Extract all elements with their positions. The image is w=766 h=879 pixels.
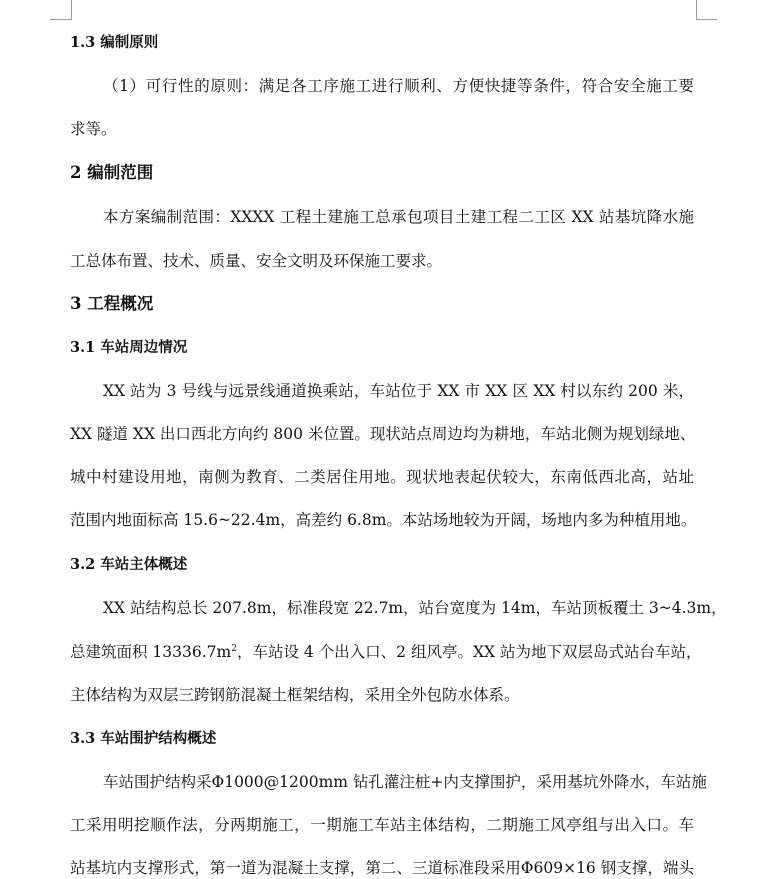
superscript: 2 [231, 643, 237, 654]
heading-3-1: 3.1 车站周边情况 [70, 339, 188, 356]
page-corner-mark-left [50, 0, 72, 20]
heading-3: 3 工程概况 [70, 294, 154, 313]
paragraph-line: 求等。 [70, 120, 117, 138]
paragraph-line: 车站围护结构采Φ1000@1200mm 钻孔灌注桩+内支撑围护，采用基坑外降水，车站施 [103, 773, 707, 791]
paragraph-line: 主体结构为双层三跨钢筋混凝土框架结构，采用全外包防水体系。 [70, 686, 520, 704]
paragraph-line: XX 隧道 XX 出口西北方向约 800 米位置。现状站点周边均为耕地，车站北侧为规划绿地、 [70, 425, 696, 443]
heading-1-3: 1.3 编制原则 [70, 34, 159, 51]
text-run: ，车站设 4 个出入口、2 组风亭。XX 站为地下双层岛式站台车站， [236, 643, 702, 661]
paragraph-line: （1）可行性的原则：满足各工序施工进行顺利、方便快捷等条件，符合安全施工要 [103, 77, 694, 95]
paragraph-line: 工总体布置、技术、质量、安全文明及环保施工要求。 [70, 252, 443, 270]
paragraph-line: 本方案编制范围：XXXX 工程土建施工总承包项目土建工程二工区 XX 站基坑降水施 [103, 208, 694, 226]
heading-2: 2 编制范围 [70, 163, 154, 182]
paragraph-line: 工采用明挖顺作法，分两期施工，一期施工车站主体结构，二期施工风亭组与出入口。车 [70, 816, 694, 834]
heading-3-3: 3.3 车站围护结构概述 [70, 730, 217, 747]
heading-3-2: 3.2 车站主体概述 [70, 556, 188, 573]
paragraph-line [70, 641, 702, 663]
page-corner-mark-right [696, 0, 717, 20]
paragraph-line: XX 站结构总长 207.8m，标准段宽 22.7m，站台宽度为 14m，车站顶板覆土 3~4.3m， [103, 599, 727, 617]
text-run: 总建筑面积 13336.7m [70, 643, 232, 661]
paragraph-line: 范围内地面标高 15.6~22.4m，高差约 6.8m。本站场地较为开阔，场地内多为种植用地。 [70, 511, 697, 529]
paragraph-line: XX 站为 3 号线与远景线通道换乘站，车站位于 XX 市 XX 区 XX 村以东约 200 米， [103, 382, 694, 400]
paragraph-line: 城中村建设用地，南侧为教育、二类居住用地。现状地表起伏较大，东南低西北高，站址 [70, 468, 694, 486]
paragraph-line: 站基坑内支撑形式，第一道为混凝土支撑，第二、三道标准段采用Φ609×16 钢支撑，端头 [70, 859, 694, 877]
